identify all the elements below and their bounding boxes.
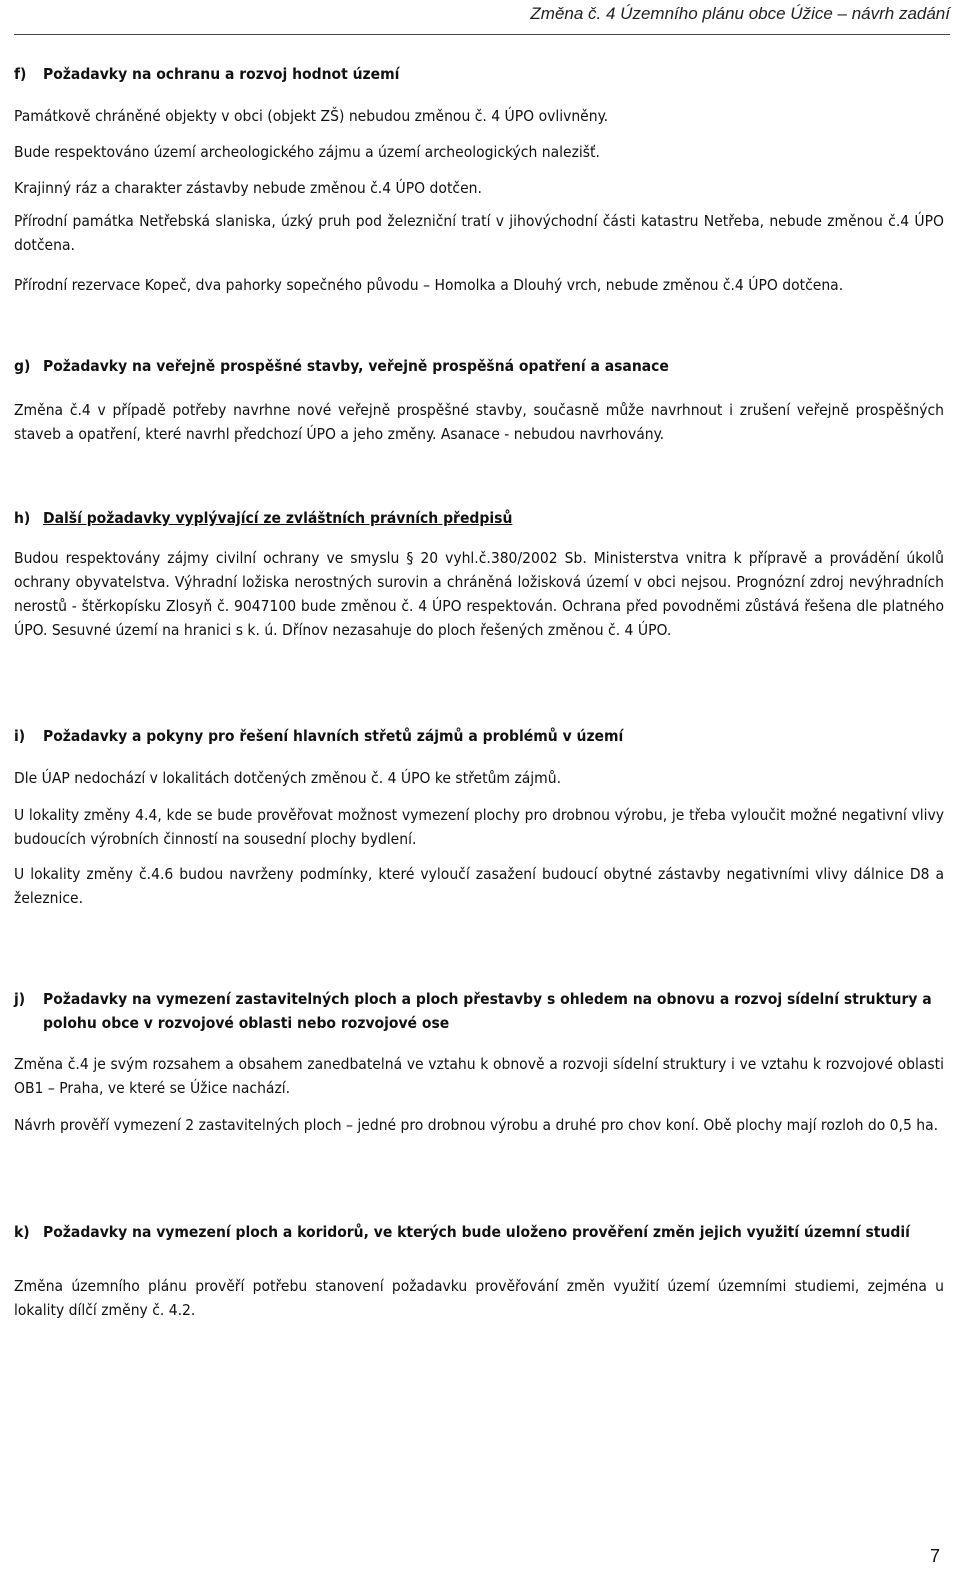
paragraph: Přírodní rezervace Kopeč, dva pahorky sopečného původu – Homolka a Dlouhý vrch, nebude změnou č.4 ÚPO dotčena. xyxy=(14,276,844,294)
section-heading: g) Požadavky na veřejně prospěšné stavby, veřejně prospěšná opatření a asanace xyxy=(14,357,669,375)
section-g xyxy=(14,354,944,378)
page-number: 7 xyxy=(929,1546,940,1566)
paragraph: Přírodní památka Netřebská slaniska, úzký pruh pod železniční tratí v jihovýchodní části katastru Netřeba, nebude změnou č.4 ÚPO dotčena. xyxy=(14,212,944,254)
paragraph: Památkově chráněné objekty v obci (objekt ZŠ) nebudou změnou č. 4 ÚPO ovlivněny. xyxy=(14,107,609,125)
section-heading: h) Další požadavky vyplývající ze zvláštních právních předpisů xyxy=(14,509,513,527)
section-i xyxy=(14,724,944,748)
section-k xyxy=(14,1220,944,1244)
paragraph: U lokality změny č.4.6 budou navrženy podmínky, které vyloučí zasažení budoucí obytné zástavby negativními vlivy dálnice D8 a železnice. xyxy=(14,865,944,907)
section-heading: j) Požadavky na vymezení zastavitelných ploch a ploch přestavby s ohledem na obnovu a rozvoj sídelní struktury a polohu obce v rozvojové oblasti nebo rozvojové ose xyxy=(14,990,932,1032)
paragraph: Bude respektováno území archeologického zájmu a území archeologických nalezišť. xyxy=(14,143,600,161)
section-heading: k) Požadavky na vymezení ploch a koridorů, ve kterých bude uloženo prověření změn jejich využití územní studií xyxy=(14,1223,910,1241)
paragraph: Návrh prověří vymezení 2 zastavitelných ploch – jedné pro drobnou výrobu a druhé pro chov koní. Obě plochy mají rozloh do 0,5 ha. xyxy=(14,1116,939,1134)
running-header: Změna č. 4 Územního plánu obce Úžice – návrh zadání xyxy=(530,4,950,23)
paragraph: U lokality změny 4.4, kde se bude prověřovat možnost vymezení plochy pro drobnou výrobu, je třeba vyloučit možné negativní vlivy budoucích výrobních činností na sousední plochy bydlení. xyxy=(14,806,944,848)
section-j xyxy=(14,987,944,1035)
section-heading: i) Požadavky a pokyny pro řešení hlavních střetů zájmů a problémů v území xyxy=(14,727,624,745)
paragraph: Krajinný ráz a charakter zástavby nebude změnou č.4 ÚPO dotčen. xyxy=(14,179,482,197)
section-h xyxy=(14,506,944,530)
paragraph: Budou respektovány zájmy civilní ochrany ve smyslu § 20 vyhl.č.380/2002 Sb. Ministerstva vnitra k přípravě a provádění úkolů ochrany obyvatelstva. Výhradní ložiska nerostných surovin a chráněná ložisková území v obci nejsou. Prognózní zdroj nevýhradních nerostů - štěrkopísku Zlosyň č. 9047100 bude změnou č. 4 ÚPO respektován. Ochrana před povodněmi zůstává řešena dle platného ÚPO. Sesuvné území na hranici s k. ú. Dřínov nezasahuje do ploch řešených změnou č. 4 ÚPO. xyxy=(14,549,944,639)
section-f xyxy=(14,62,944,86)
section-heading: f) Požadavky na ochranu a rozvoj hodnot území xyxy=(14,65,400,83)
paragraph: Dle ÚAP nedochází v lokalitách dotčených změnou č. 4 ÚPO ke střetům zájmů. xyxy=(14,769,562,787)
paragraph: Změna č.4 je svým rozsahem a obsahem zanedbatelná ve vztahu k obnově a rozvoji sídelní struktury i ve vztahu k rozvojové oblasti OB1 – Praha, ve které se Úžice nachází. xyxy=(14,1055,944,1097)
paragraph: Změna územního plánu prověří potřebu stanovení požadavku prověřování změn využití území územními studiemi, zejména u lokality dílčí změny č. 4.2. xyxy=(14,1277,944,1319)
paragraph: Změna č.4 v případě potřeby navrhne nové veřejně prospěšné stavby, současně může navrhnout i zrušení veřejně prospěšných staveb a opatření, které navrhl předchozí ÚPO a jeho změny. Asanace - nebudou navrhovány. xyxy=(14,401,944,443)
header-rule xyxy=(14,34,950,35)
